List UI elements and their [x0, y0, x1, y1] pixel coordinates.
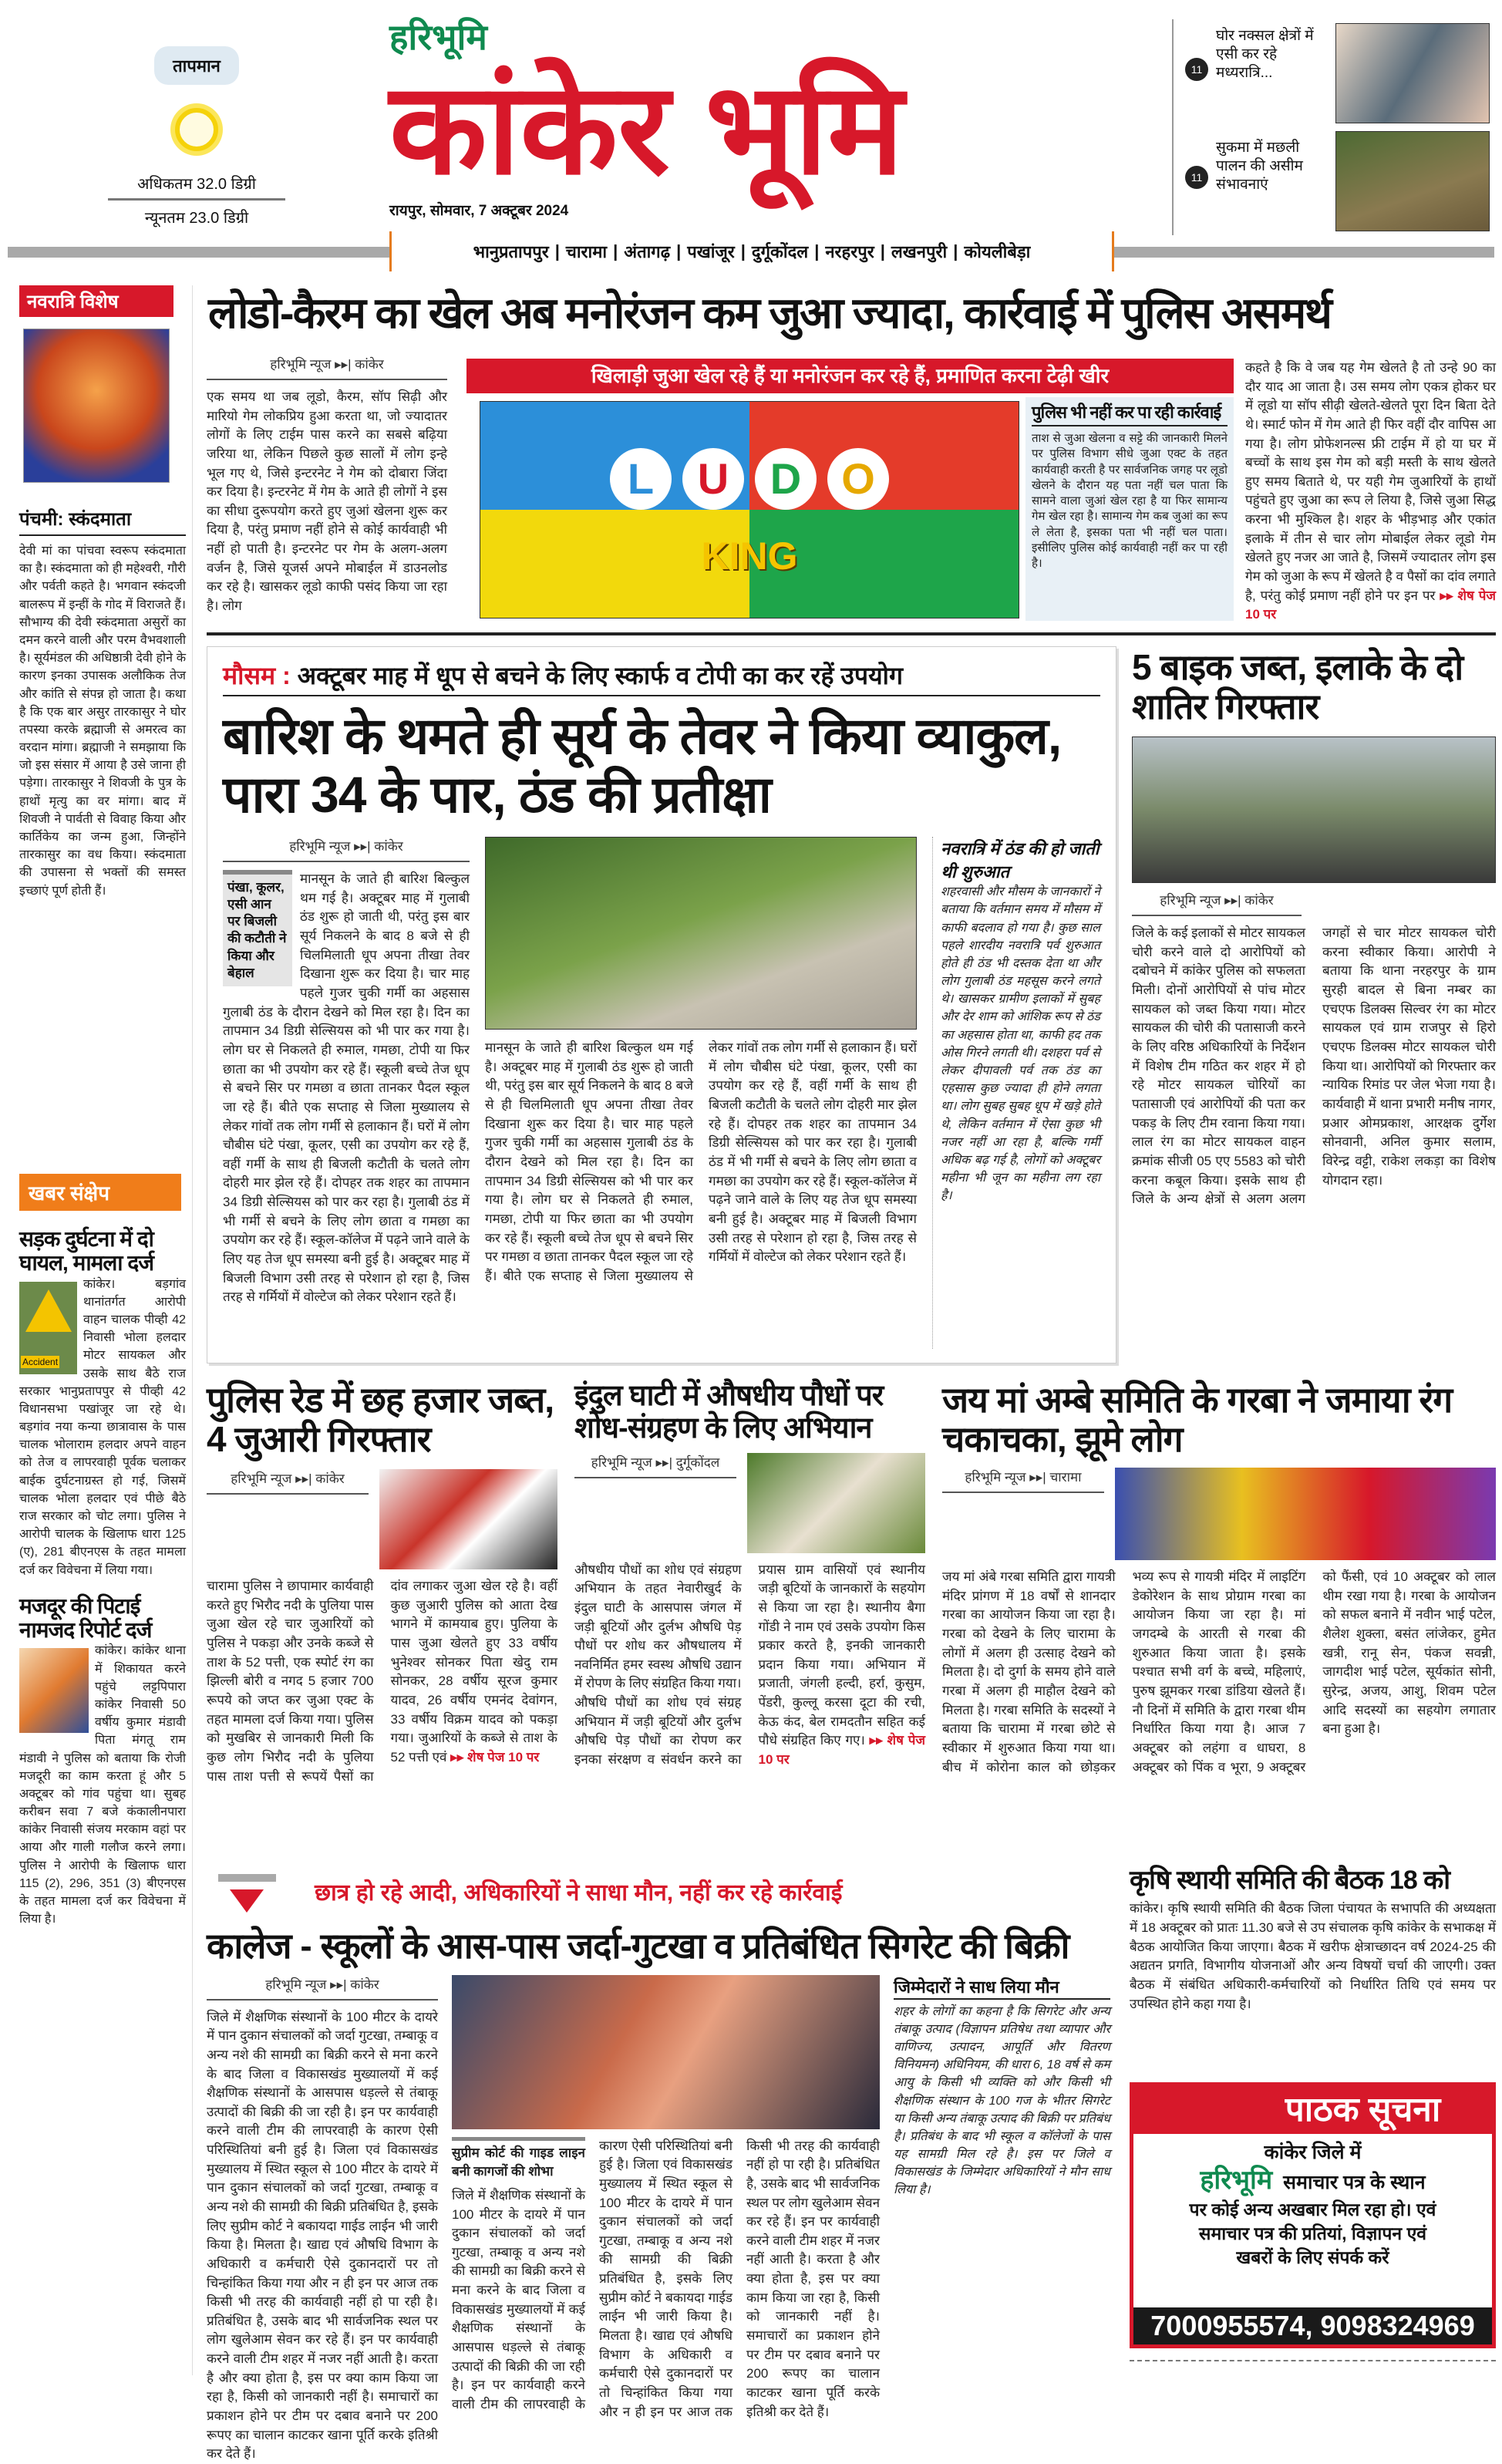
ludo-letter: L — [610, 448, 672, 510]
byline: हरिभूमि न्यूज ▸▸| दुर्गूकोंदल — [574, 1453, 736, 1478]
divider — [207, 632, 1496, 635]
brief-title: सड़क दुर्घटना में दो घायल, मामला दर्ज — [19, 1227, 153, 1275]
lead-sidebox — [1025, 397, 1234, 621]
chevron-icon — [218, 1874, 276, 1882]
ludo-king-label: KING — [701, 534, 798, 578]
gutka-text-continued — [452, 2137, 881, 2419]
masthead — [389, 15, 1122, 228]
bikes-photo — [1132, 737, 1496, 883]
byline: हरिभूमि न्यूज ▸▸| कांकेर — [1132, 891, 1302, 916]
road-photo — [485, 837, 917, 1030]
nav-item[interactable]: दुर्गूकोंदल — [751, 242, 809, 261]
brief-text: कांकेर। बड़गांव थानांतर्गत आरोपी वाहन चालक पीव्ही 42 निवासी भोला हलदार मोटर सायकल और उसके साथ बैठे राज सरकार भानुप्रतापपुर से पीव्ही 42 विधानसभा पखांजूर जा रहे थे। बड़गांव नया कन्या छात्रावास के पास चालक भोलाराम हलदार अपने वाहन को तेज व लापरवाही पूर्वक चलाकर बाईक दुर्घटनाग्रस्त हो गई, जिसमें चालक भोला हलदार एवं पीछे बैठे राज सरकार को चोट लगा। पुलिस ने आरोपी चालक के खिलाफ धारा 125 (ए), 281 बीएनएस के तहत मामला दर्ज कर विवेचना में लिया गया। — [19, 1277, 186, 1577]
weather-sidebox — [932, 837, 1100, 1349]
navratri-text: देवी मां का पांचवा स्वरूप स्कंदमाता का है। स्कंदमाता को ही महेश्वरी, गौरी और पर्वती कहते है। भगवान स्कंदजी बालरूप में इन्हीं के गोद में विराजते हैं। सौभाग्य की देवी स्कंदमाता असुरों का दमन करने वाली और परम वैभवशाली है। सूर्यमंडल की अधिष्ठात्री देवी होने के कारण इनका उपासक अलौकिक तेज और कांति से संपन्न हो जाता है। कथा है कि एक बार असुर तारकासुर ने घोर तपस्या करके ब्रह्माजी से अमरत्व का वरदान मांगा। ब्रह्माजी ने समझाया कि जो इस संसार में आया है उसे जाना ही पड़ेगा। तारकासुर ने शिवजी के पुत्र के हाथों मृत्यु का वर मांगा। बाद में शिवजी ने पार्वती से विवाह किया और कार्तिकेय का जन्म हुआ, जिन्होंने तारकासुर का वध किया। स्कंदमाता की उपासना से भक्तों की समस्त इच्छाएं पूर्ण होती हैं। — [19, 544, 186, 898]
weather-title: तापमान — [154, 46, 239, 85]
raid-story — [207, 1380, 557, 1851]
continued-link[interactable]: ▸▸ शेष पेज 10 पर — [758, 1733, 925, 1767]
herb-headline[interactable]: इंदुल घाटी में औषधीय पौधों पर शोध-संग्रहण के लिए अभियान — [574, 1380, 884, 1444]
teaser-photo — [1335, 23, 1490, 123]
chevron-down-icon — [230, 1889, 264, 1913]
cigarette-photo — [452, 1975, 880, 2129]
gutka-story — [207, 1866, 1110, 2462]
nav-item[interactable]: कोयलीबेड़ा — [964, 242, 1031, 261]
lead-banner: खिलाड़ी जुआ खेल रहे हैं या मनोरंजन कर रहे हैं, प्रमाणित करना टेढ़ी खीर — [466, 359, 1234, 393]
assault-illustration — [19, 1648, 89, 1733]
article-text: जिले में शैक्षणिक संस्थानों के 100 मीटर के दायरे में पान दुकान संचालकों को जर्दा गुटखा, तम्बाकू व अन्य नशे की सामग्री का बिक्री करने से मना करने के बाद जिला व विकासखंड मुख्यालयों में कई शैक्षणिक संस्थानों के आसपास धड़ल्ले से तंबाकू उत्पादों की बिक्री की जा रही है। इन पर कार्यवाही करने वाली टीम की लापरवाही के कारण ऐसी परिस्थितियां बनी हुई है। जिला एवं विकासखंड मुख्यालय में स्थित स्कूल से 100 मीटर के दायरे में पान दुकान संचालकों को जर्दा गुटखा, तम्बाकू व अन्य नशे की सामग्री की बिक्री प्रतिबंधित है, इसके लिए सुप्रीम कोर्ट ने बकायदा गाईड लाईन भी जारी किया है। मिलता है। खाद्य एवं औषधि विभाग के अधिकारी व कर्मचारी ऐसे दुकानदारों पर तो चिन्हांकित किया गया और न ही इन पर आज तक किसी भी तरह की कार्यवाही नहीं हो पा रही है। प्रतिबंधित है, उसके बाद भी सार्वजनिक स्थल पर लोग खुलेआम सेवन कर रहे हैं। इन पर कार्यवाही करने वाली टीम शहर में नजर नहीं आती है। करता है और क्या होता है, इस पर क्या काम किया जा रहा है, किसी को जानकारी नहीं है। समाचारों का प्रकाशन होने पर टीम पर दबाव बनाने पर 200 रूपए का चालान काटकर खाना पूर्ति करके इतिश्री कर देते हैं। — [207, 2009, 438, 2462]
ludo-king-image — [480, 401, 1019, 619]
sidebox-text: शहर के लोगों का कहना है कि सिगरेट और अन्य तंबाकू उत्पाद (विज्ञापन प्रतिषेध तथा व्यापार और वाणिज्य, उत्पादन, आपूर्ति और वितरण विनियमन) अधिनियम, की धारा 6, 18 वर्ष से कम आयु के किसी भी व्यक्ति को और किसी भी शैक्षणिक संस्थान के 100 गज के भीतर सिगरेट या किसी अन्य तंबाकू उत्पाद की बिक्री पर प्रतिबंध है। प्रतिबंध के बाद भी स्कूल व कॉलेजों के पास यह सामग्री मिल रहे है। इस पर जिले व विकासखंड के जिम्मेदार अधिकारियों ने मौन साध लिया है। — [894, 2004, 1110, 2197]
lead-col1 — [207, 355, 447, 625]
article-text: जिले के कई इलाकों से मोटर सायकल चोरी करने वाले दो आरोपियों को दबोचने में कांकेर पुलिस को सफलता मिली। दोनों आरोपियों से पांच मोटर सायकल को जब्त किया गया। मोटर सायकल की चोरी की पतासाजी करने के लिए वरिष्ठ अधिकारियों के निर्देशन में विशेष टीम गठित कर शहर में हो रहे मोटर सायकल चोरियों का पतासाजी एवं आरोपियों की पता कर पकड़ के लिए टीम रवाना किया गया। लाल रंग का मोटर सायकल वाहन क्रमांक सीजी 05 एए 5583 को चोरी करना कबूल किया। इसके साथ ही जिले के अन्य क्षेत्रों से अलग अलग जगहों से चार मोटर सायकल चोरी करना स्वीकार किया। आरोपी ने बताया कि थाना नरहरपुर के ग्राम सुरही बादल से बिना नम्बर का एचएफ डिलक्स सिल्वर रंग का मोटर सायकल एवं ग्राम राजपुर से हिरो एचएफ डिलक्स मोटर सायकल चोरी किया था। आरोपियों को गिरफ्तार कर न्यायिक रिमांड पर जेल भेजा गया है। कार्यवाही में थाना प्रभारी मनीष नागर, प्रआर ओमप्रकाश, आरक्षक दुर्गेश सोनवानी, अनिल कुमार सलाम, विरेन्द्र वट्टी, राकेश लकड़ा का विशेष योगदान रहा। — [1132, 925, 1496, 1207]
paper-title: कांकेर भूमि — [389, 58, 904, 200]
sidebox-title: नवरात्रि में ठंड की हो जाती थी शुरुआत — [941, 839, 1100, 882]
herb-story — [574, 1380, 925, 1851]
max-temp: अधिकतम 32.0 डिग्री — [108, 173, 285, 201]
sidebar — [19, 285, 193, 2375]
raid-headline[interactable]: पुलिस रेड में छह हजार जब्त, 4 जुआरी गिरफ्तार — [207, 1380, 554, 1459]
agri-headline[interactable]: कृषि स्थायी समिति की बैठक 18 को — [1130, 1866, 1450, 1895]
byline: हरिभूमि न्यूज ▸▸| चारामा — [942, 1468, 1104, 1493]
locality-nav: भानुप्रतापपुर | चारामा | अंतागढ़ | पखांजूर | दुर्गूकोंदल | नरहरपुर | लखनपुरी | कोयलीबेड़ा — [389, 231, 1114, 271]
agri-story — [1130, 1866, 1496, 2073]
sidebox-text: शहरवासी और मौसम के जानकारों ने बताया कि वर्तमान समय में मौसम में काफी बदलाव हो गया है। कुछ साल पहले शारदीय नवरात्रि पर्व शुरुआत होते ही ठंड भी दस्तक देता था और लोग गुलाबी ठंड महसूस करने लगते थे। खासकर ग्रामीण इलाकों में सुबह और देर शाम को आंशिक रूप से ठंड का अहसास होता था, काफी हद तक ओस गिरने लगती थी। दशहरा पर्व से लेकर दीपावली पर्व तक ठंड का एहसास कुछ ज्यादा ही होने लगता था। लोग सुबह सुबह धूप में खड़े होते थे, लेकिन वर्तमान में ऐसा कुछ भी नजर नहीं आ रहा है, बल्कि गर्मी अधिक बढ़ गई है, लोगों को अक्टूबर महीना भी जून का महीना लग रहा है। — [941, 885, 1100, 1203]
herb-photo — [747, 1453, 925, 1553]
continued-link[interactable]: ▸▸ शेष पेज 10 पर — [1245, 588, 1497, 622]
ludo-letter: D — [755, 448, 817, 510]
sidebox-title: पुलिस भी नहीं कर पा रही कार्रवाई — [1032, 403, 1228, 426]
ad-header — [1133, 2086, 1492, 2134]
kicker-label: मौसम : — [223, 662, 291, 689]
weather-widget — [108, 46, 285, 239]
nav-item[interactable]: नरहरपुर — [825, 242, 874, 261]
playing-cards-photo — [379, 1469, 557, 1569]
nav-item[interactable]: पखांजूर — [687, 242, 735, 261]
pullquote: पंखा, कूलर, एसी आन पर बिजली की कटौती ने किया और बेहाल — [223, 870, 292, 986]
brief-text: कांकेर। कांकेर थाना में शिकायत करने पहुंचे लट्टपिपारा कांकेर निवासी 50 वर्षीय कुमार मंडावी पिता मंगतू राम मंडावी ने पुलिस को बताया कि रोजी मजदूरी का काम करता हूं और 5 अक्टूबर को गांव पहुंचा था। सुबह करीबन सवा 7 बजे कंकालीनपारा कांकेर निवासी संजय मरकाम वहां पर आया और गाली गलौज करने लगा। पुलिस ने आरोपी के खिलाफ धारा 115 (2), 296, 351 (3) बीएनएस के तहत मामला दर्ज कर विवेचना में लिया है। — [19, 1644, 186, 1926]
article-text: चारामा पुलिस ने छापामार कार्यवाही करते हुए भिरौद नदी के पुलिया पास जुआ खेल रहे चार जुआरियों को पुलिस ने पकड़ा और उनके कब्जे से ताश के 52 पत्ती, एक स्पोर्ट रंग का झिल्ली बोरी व नगद 5 हजार 700 रूपये को जप्त कर जुआ एक्ट के तहत मामला दर्ज किया गया। पुलिस को मुखबिर से जानकारी मिली कि कुछ लोग भिरौद नदी के पुलिया पास ताश पत्ती से रूपयें पैसों का दांव लगाकर जुआ खेल रहे है। वहीं कुछ जुआरी पुलिस को आता देख भागने में कामयाब हुए। पुलिया के पास जुआ खेलते हुए 33 वर्षीय भुनेश्वर सोनकर पिता खेदु राम सोनकर, 28 वर्षीय सूरज कुमार यादव, 26 वर्षीय एमनंद देवांगन, 33 वर्षीय विक्रम यादव को पकड़ा गया। जुआरियों के कब्जे से ताश के 52 पत्ती एवं ▸▸ शेष पेज 10 पर — [207, 1579, 557, 1784]
dotted-divider — [1130, 2360, 1496, 2361]
dateline: रायपुर, सोमवार, 7 अक्टूबर 2024 — [389, 203, 569, 219]
continued-link[interactable]: ▸▸ शेष पेज 10 पर — [450, 1749, 540, 1765]
nav-item[interactable]: अंतागढ़ — [624, 242, 671, 261]
gutka-kicker: छात्र हो रहे आदी, अधिकारियों ने साधा मौन, नहीं कर रहे कार्रवाई — [315, 1880, 843, 1906]
ad-line: खबरों के लिए संपर्क करें — [1236, 2247, 1389, 2267]
garba-story — [942, 1380, 1496, 1851]
sun-icon — [175, 108, 218, 151]
gutka-headline[interactable]: कालेज - स्कूलों के आस-पास जर्दा-गुटखा व प्रतिबंधित सिगरेट की बिक्री — [207, 1926, 1069, 1966]
page-badge: 11 — [1185, 58, 1208, 81]
weather-headline[interactable]: बारिश के थमते ही सूर्य के तेवर ने किया व्याकुल, पारा 34 के पार, ठंड की प्रतीक्षा — [223, 707, 1062, 824]
accident-label: Accident — [22, 1356, 59, 1367]
byline: हरिभूमि न्यूज ▸▸| कांकेर — [207, 1975, 438, 2001]
teaser-item[interactable] — [1181, 23, 1490, 123]
teaser-text: सुकमा में मछली पालन की असीम संभावनाएं — [1216, 140, 1303, 193]
kicker-text: अक्टूबर माह में धूप से बचने के लिए स्कार्फ व टोपी का कर रहें उपयोग — [297, 662, 903, 689]
nav-item[interactable]: चारामा — [565, 242, 608, 261]
brand-logo: हरिभूमि — [389, 17, 487, 57]
sidebox-title: जिम्मेदारों ने साध लिया मौन — [894, 1975, 1110, 2000]
byline: हरिभूमि न्यूज ▸▸| कांकेर — [207, 1469, 369, 1495]
goddess-image — [23, 329, 170, 483]
teaser-item[interactable] — [1181, 131, 1490, 231]
weather-text-continued — [485, 1039, 917, 1349]
garba-photo — [1115, 1468, 1496, 1560]
teaser-photo — [1335, 131, 1490, 231]
teaser-text: घोर नक्सल क्षेत्रों में एसी कर रहे मध्यरात्रि... — [1216, 28, 1314, 81]
nav-item[interactable]: लखनपुरी — [891, 242, 948, 261]
ludo-letter: U — [682, 448, 744, 510]
ludo-letter: O — [827, 448, 889, 510]
lead-headline[interactable]: लोडो-कैरम का खेल अब मनोरंजन कम जुआ ज्यादा, कार्रवाई में पुलिस असमर्थ — [208, 288, 1331, 337]
min-temp: न्यूनतम 23.0 डिग्री — [144, 210, 249, 227]
brief-title: मजदूर की पिटाई नामजद रिपोर्ट दर्ज — [19, 1593, 152, 1642]
article-text: औषधीय पौधों का शोध एवं संग्रहण अभियान के तहत नेवारीखुर्द के इंदुल घाटी के आसपास जंगल में जड़ी बूटियों और दुर्लभ औषधि पेड़ पौधों पर शोध कर औषधालय में नवनिर्मित हमर स्वस्थ औषधि उद्यान में रोपण के लिए संग्रहित किया गया। औषधि पौधों का शोध एवं संग्रह अभियान में जड़ी बूटियों और दुर्लभ औषधि पेड़ पौधों का रोपण कर इनका संरक्षण व संवर्धन करने का प्रयास ग्राम वासियों एवं स्थानीय जड़ी बूटियों के जानकारों के सहयोग से किया जा रहा है। स्थानीय बैगा गोंडी ने नाम एवं उसके उपयोग किस प्रकार करते है, इनकी जानकारी प्रदान किया गया। अभियान में प्रजाती, जंगली हल्दी, हर्रा, कुसुम, पेंडरी, कुल्लू करसा दूटा की रची, केऊ कंद, बेल रामदतौन सहित कई पौधे संग्रहित किए गए। ▸▸ शेष पेज 10 पर — [574, 1562, 925, 1767]
ad-line: कांकेर जिले में — [1264, 2142, 1362, 2163]
article-text: जिले में शैक्षणिक संस्थानों के 100 मीटर के दायरे में पान दुकान संचालकों को जर्दा गुटखा, तम्बाकू व अन्य नशे की सामग्री का बिक्री करने से मना करने के बाद जिला व विकासखंड मुख्यालयों में कई शैक्षणिक संस्थानों के आसपास धड़ल्ले से तंबाकू उत्पादों की बिक्री की जा रही है। इन पर कार्यवाही करने वाली टीम की लापरवाही के कारण ऐसी परिस्थितियां बनी हुई है। जिला एवं विकासखंड मुख्यालय में स्थित स्कूल से 100 मीटर के दायरे में पान दुकान संचालकों को जर्दा गुटखा, तम्बाकू व अन्य नशे की सामग्री की बिक्री प्रतिबंधित है, इसके लिए सुप्रीम कोर्ट ने बकायदा गाईड लाईन भी जारी किया है। मिलता है। खाद्य एवं औषधि विभाग के अधिकारी व कर्मचारी ऐसे दुकानदारों पर तो चिन्हांकित किया गया और न ही इन पर आज तक किसी भी तरह की कार्यवाही नहीं हो पा रही है। प्रतिबंधित है, उसके बाद भी सार्वजनिक स्थल पर लोग खुलेआम सेवन कर रहे हैं। इन पर कार्यवाही करने वाली टीम शहर में नजर नहीं आती है। करता है और क्या होता है, इस पर क्या काम किया जा रहा है, किसी को जानकारी नहीं है। समाचारों का प्रकाशन होने पर टीम पर दबाव बनाने पर 200 रूपए का चालान काटकर खाना पूर्ति करके इतिश्री कर देते हैं। — [452, 2138, 881, 2419]
pullquote: सुप्रीम कोर्ट की गाइड लाइन बनी कागजों की शोभा — [452, 2137, 585, 2182]
navratri-tag: नवरात्रि विशेष — [19, 285, 173, 317]
article-text: कहते है कि वे जब यह गेम खेलते है तो उन्हे 90 का दौर याद आ जाता है। उस समय लोग एकत्र होकर घर में लूडो या सॉप सीढ़ी खेलते-खेलते पूरा दिन बिता देते थे। स्मार्ट फोन में गेम आते ही फिर वहीं दौर वापिस आ गया है। लोग प्रोफेशनल्स फ्री टाईम में हो या घर में बच्चों के साथ इस गेम को बड़ी मस्ती के साथ खेलते हुए समय बिताते थे, पर यही गेम जुआरियों के हाथों पहुंचते हुए जुआ का रूप ले लिया है, जिसे जुआ सिद्ध करना भी मुश्किल है। शहर के भीड़भाड़ और एकांत इलाके में तीन से चार लोग मोबाईल लेकर लूडो गेम खेलते हुए नजर आ जाते है, जिसमें ज्यादातर लोग इस गेम को जुआ के रूप में खेलते है व पैसों का दांव लगाते है, परंतु कोई प्रमाण नहीं होने पर इन पर — [1245, 360, 1496, 603]
article-text: जय मां अंबे गरबा समिति द्वारा गायत्री मंदिर प्रांगण में 18 वर्षों से शानदार गरबा का आयोजन किया जा रहा है। गरबा को देखने के लिए चारामा के लोगों में अलग ही उत्साह देखने को मिलता है। दो दुर्गा के समय होने वाले गरबा में अलग ही माहौल देखने को मिलता है। गरबा समिति के सदस्यों ने बताया कि चारामा में गरबा छोटे से स्वीकार में शुरुआत किया गया था। बीच में कोरोना काल को छोड़कर भव्य रूप से गायत्री मंदिर में लाइटिंग डेकोरेशन के साथ प्रोग्राम गरबा का आयोजन किया जा रहा है। मां जगदम्बे के आरती से गरबा की शुरुआत किया जाता है। इसके पश्चात सभी वर्ग के बच्चे, महिलाएं, पुरुष झूमकर गरबा डांडिया खेलते हैं। नौ दिनों में समिति के द्वारा गरबा थीम निर्धारित किया गया है। आज 7 अक्टूबर को लहंगा व धाघरा, 8 अक्टूबर को पिंक व भूरा, 9 अक्टूबर को फैंसी, एवं 10 अक्टूबर को लाल थीम रखा गया है। गरबा के आयोजन को सफल बनाने में नवीन भाई पटेल, शैलेश शुक्ला, बसंत लांजेकर, हुमेत खत्री, रानू सेन, पंकज सवन्नी, जागदीश भाई पटेल, सूर्यकांत सोनी, सुरेन्द्र, अजय, आशु, शिवम पटेल आदि सदस्यों का सहयोग लगातार बना हुआ है। — [942, 1569, 1496, 1775]
article-text: मानसून के जाते ही बारिश बिल्कुल थम गई है। अक्टूबर माह में गुलाबी ठंड शुरू हो जाती थी, परंतु इस बार सूर्य निकलने के बाद 8 बजे से ही चिलमिलाती धूप अपना तीखा तेवर दिखाना शुरू कर दिया है। चार माह पहले गुजर चुकी गर्मी का अहसास गुलाबी ठंड के दौरान देखने को मिल रहा है। दिन का तापमान 34 डिग्री सेल्सियस को भी पार कर गया है। लोग घर से निकलते ही रुमाल, गमछा, टोपी या फिर छाता का भी उपयोग कर रहे हैं। स्कूली बच्चे तेज धूप से बचने सिर पर गमछा व छाता तानकर पैदल स्कूल जा रहे हैं। बीते एक सप्ताह से जिला मुख्यालय से लेकर गांवों तक लोग गर्मी से हलाकान हैं। घरों में लोग चौबीस घंटे पंखा, कूलर, एसी का उपयोग कर रहे हैं, वहीं गर्मी के साथ ही बिजली कटौती के चलते लोग दोहरी मार झेल रहे हैं। दोपहर तक शहर का तापमान 34 डिग्री सेल्सियस को पार कर रहा है। गुलाबी ठंड में भी गर्मी से बचने के लिए लोग छाता व गमछा का उपयोग कर रहे हैं। स्कूल-कॉलेज में पढ़ने जाने वाले के लिए यह तेज धूप समस्या बनी हुई है। अक्टूबर माह में बिजली विभाग उसी तरह से परेशान हो रहा है, जिस तरह से गर्मियों में वोल्टेज को लेकर परेशान रहते हैं। — [485, 1040, 917, 1283]
article-text: कांकेर। कृषि स्थायी समिति की बैठक जिला पंचायत के सभापति की अध्यक्षता में 18 अक्टूबर को प्रातः 11.30 बजे से उप संचालक कृषि कांकेर के सभाकक्ष में बैठक आयोजित किया जाएगा। बैठक में खरीफ क्षेत्राच्छादन वर्ष 2024-25 की अद्यतन प्रगति, विभागीय योजनाओं और अन्य विषयों चर्चा की जाएगी। उक्त बैठक में संबंधित अधिकारी-कर्मचारियों को निर्धारित तिथि एवं समय पर उपस्थित होने कहा गया है। — [1130, 1901, 1496, 2011]
page-badge: 11 — [1185, 166, 1208, 189]
accident-sign-icon — [19, 1282, 77, 1374]
article-text: एक समय था जब लूडो, कैरम, सॉप सिढ़ी और मारियो गेम लोकप्रिय हुआ करता था, जो ज्यादातर लोगों के लिए टाईम पास करने का सबसे बढ़िया जरिया था, लेकिन पिछले कुछ सालों में लोग इन्हे भूल गए थे, जिसे इन्टरनेट ने गेम को दोबारा जिंदा कर दिया है। इन्टरनेट में गेम के आते ही लोगों ने इस का सीधा दुरूपयोग करते हुए जुआं खेलना शुरू कर दिया है, परंतु प्रमाण नहीं होने से कोई कार्यवाही भी नहीं हो पाती है। इन्टरनेट पर गेम के अलग-अलग वर्जन है, जिसे यूजर्स अपने मोबाईल में डाउनलोड कर रहे है। खासकर लूडो काफी पसंद किया जा रहा है। लोग — [207, 389, 447, 614]
lead-col3 — [1245, 359, 1496, 625]
nav-item[interactable]: भानुप्रतापपुर — [473, 242, 549, 261]
bike-headline[interactable]: 5 बाइक जब्त, इलाके के दो शातिर गिरफ्तार — [1132, 647, 1463, 726]
brief-tag: खबर संक्षेप — [19, 1174, 181, 1211]
reader-notice-ad[interactable] — [1130, 2082, 1496, 2348]
ad-title: पाठक सूचना — [1285, 2091, 1441, 2129]
weather-story — [207, 646, 1116, 1363]
byline: हरिभूमि न्यूज ▸▸| कांकेर — [207, 355, 447, 380]
ad-line: पर कोई अन्य अखबार मिल रहा हो। एवं — [1189, 2199, 1436, 2220]
byline: हरिभूमि न्यूज ▸▸| कांकेर — [223, 837, 470, 862]
sidebox-text: ताश से जुआ खेलना व सट्टे की जानकारी मिलने पर पुलिस विभाग सीधे जुआ एक्ट के तहत कार्यवाही करती है पर सार्वजनिक जगह पर लूडो खेलने के दौरान यह पता नहीं चल पाता कि सामने वाला जुआं खेल रहा है या फिर सामान्य गेम खेल रहा है। सामान्य गेम कब जुआं का रूप ले लेता है, इसका पता भी नहीं चल पाता। इसीलिए पुलिस कोई कार्यवाही नहीं कर पा रही है। — [1032, 432, 1228, 571]
ad-line: समाचार पत्र की प्रतियां, विज्ञापन एवं — [1198, 2223, 1427, 2243]
navratri-title: पंचमी: स्कंदमाता — [19, 506, 186, 536]
garba-headline[interactable]: जय मां अम्बे समिति के गरबा ने जमाया रंग चकाचका, झूमे लोग — [942, 1380, 1453, 1459]
bike-story — [1132, 648, 1496, 1365]
article-text: मानसून के जाते ही बारिश बिल्कुल थम गई है। अक्टूबर माह में गुलाबी ठंड शुरू हो जाती थी, परंतु इस बार सूर्य निकलने के बाद 8 बजे से ही चिलमिलाती धूप अपना तीखा तेवर दिखाना शुरू कर दिया है। चार माह पहले गुजर चुकी गर्मी का अहसास गुलाबी ठंड के दौरान देखने को मिल रहा है। दिन का तापमान 34 डिग्री सेल्सियस को भी पार कर गया है। लोग घर से निकलते ही रुमाल, गमछा, टोपी या फिर छाता का भी उपयोग कर रहे हैं। स्कूली बच्चे तेज धूप से बचने सिर पर गमछा व छाता तानकर पैदल स्कूल जा रहे हैं। बीते एक सप्ताह से जिला मुख्यालय से लेकर गांवों तक लोग गर्मी से हलाकान हैं। घरों में लोग चौबीस घंटे पंखा, कूलर, एसी का उपयोग कर रहे हैं, वहीं गर्मी के साथ ही बिजली कटौती के चलते लोग दोहरी मार झेल रहे हैं। दोपहर तक शहर का तापमान 34 डिग्री सेल्सियस को पार कर रहा है। गुलाबी ठंड में भी गर्मी से बचने के लिए लोग छाता व गमछा का उपयोग कर रहे हैं। स्कूल-कॉलेज में पढ़ने जाने वाले के लिए यह तेज धूप समस्या बनी हुई है। अक्टूबर माह में बिजली विभाग उसी तरह से परेशान हो रहा है, जिस तरह से गर्मियों में वोल्टेज को लेकर परेशान रहते हैं। — [223, 871, 470, 1305]
weather-kicker — [223, 661, 1100, 696]
ad-brand: हरिभूमि — [1200, 2166, 1273, 2195]
ad-phones: 7000955574, 9098324969 — [1133, 2307, 1492, 2344]
ad-line: हरिभूमि समाचार पत्र के स्थान — [1200, 2166, 1426, 2195]
teasers — [1172, 19, 1496, 235]
